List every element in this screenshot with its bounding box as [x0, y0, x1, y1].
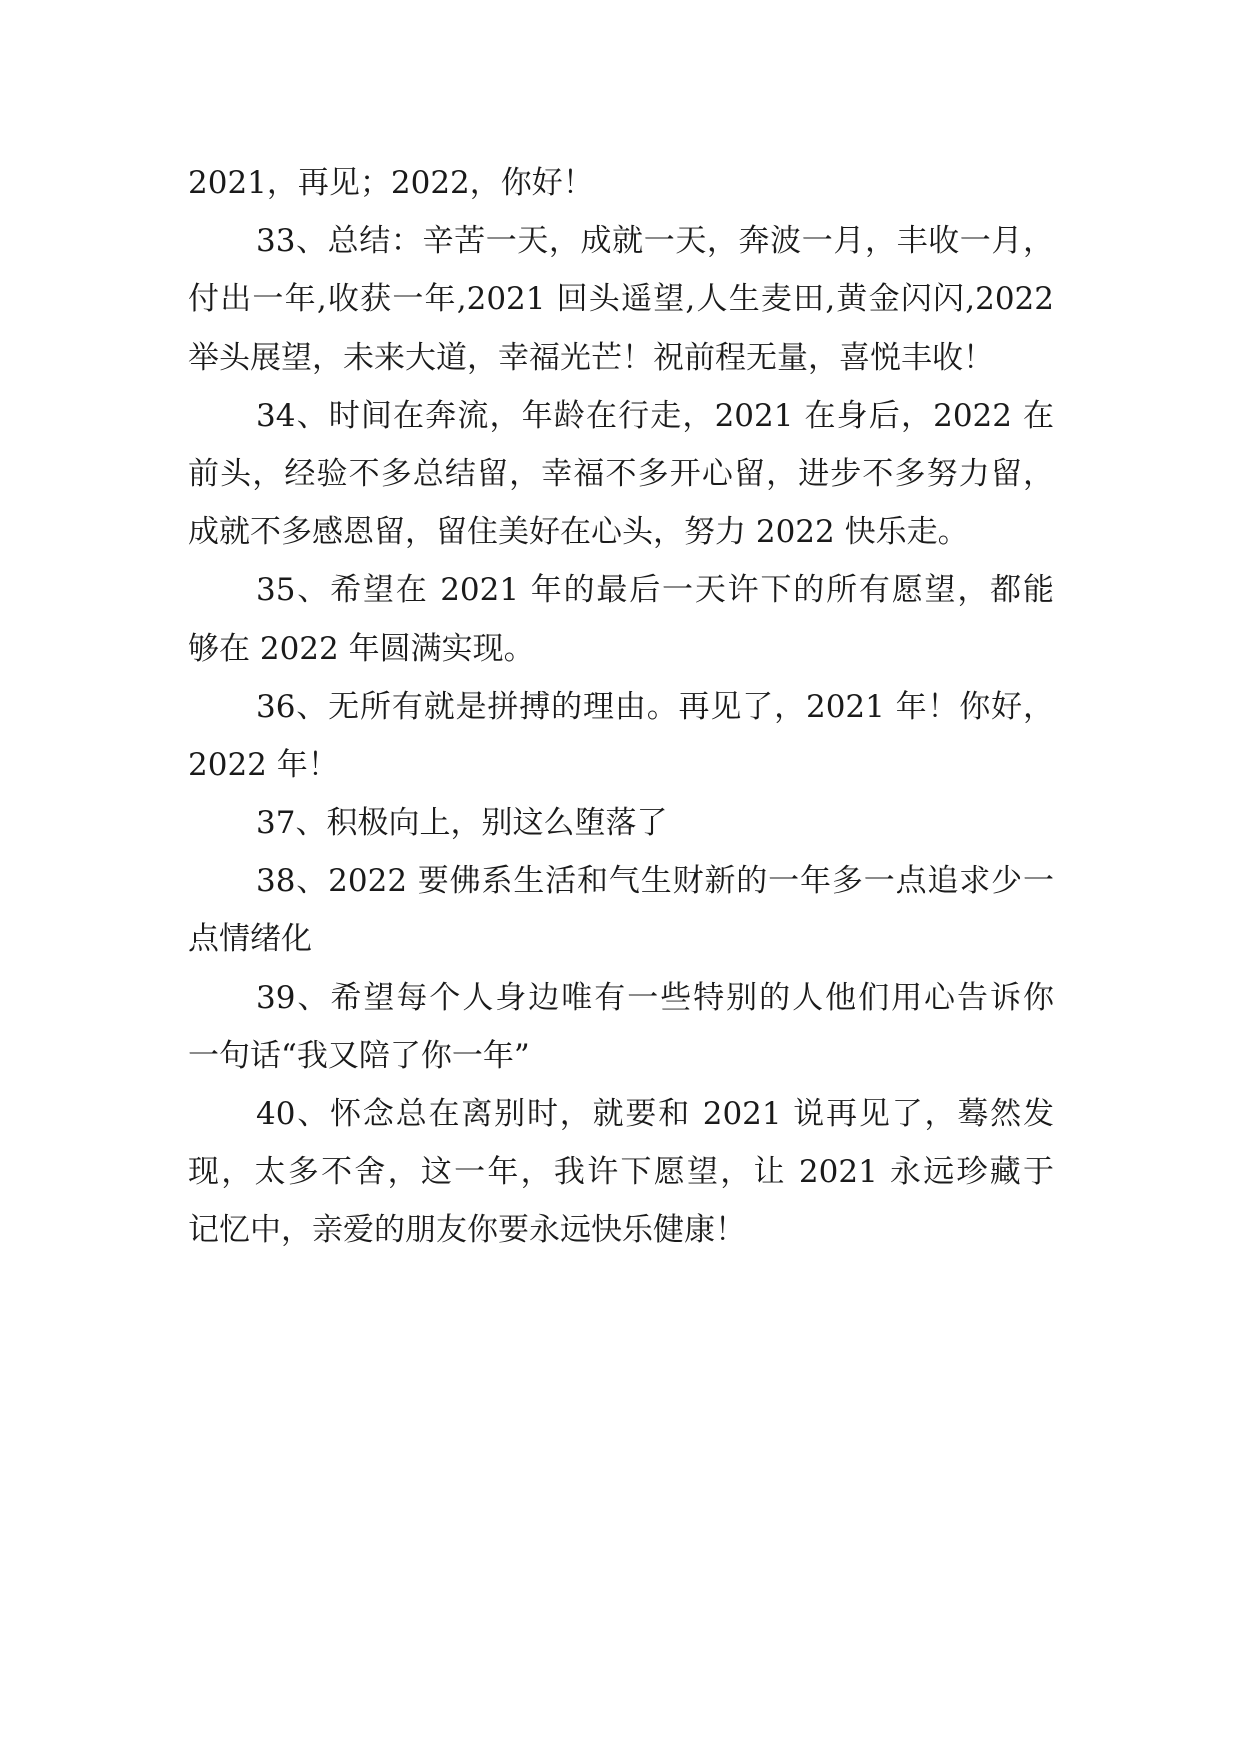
text-line: 举头展望，未来大道，幸福光芒！祝前程无量，喜悦丰收！ — [188, 339, 994, 376]
text-line: 付出一年,收获一年,2021 回头遥望,人生麦田,黄金闪闪,2022 — [188, 281, 1054, 318]
paragraph-34-line: 34、时间在奔流，年龄在行走，2021 在身后，2022 在 — [256, 397, 1055, 434]
paragraph-33-line: 33、总结：辛苦一天，成就一天，奔波一月，丰收一月， — [256, 223, 1054, 260]
text-line: 前头，经验不多总结留，幸福不多开心留，进步不多努力留， — [188, 455, 1054, 492]
text-line: 成就不多感恩留，留住美好在心头，努力 2022 快乐走。 — [188, 514, 969, 551]
paragraph-36-line: 36、无所有就是拼搏的理由。再见了，2021 年！你好， — [256, 688, 1054, 725]
paragraph-38-line: 38、2022 要佛系生活和气生财新的一年多一点追求少一 — [256, 863, 1054, 900]
paragraph-40-line: 40、怀念总在离别时，就要和 2021 说再见了，蓦然发 — [256, 1096, 1054, 1132]
text-line: 点情绪化 — [188, 921, 312, 958]
document-body — [188, 154, 1054, 1260]
text-line: 现，太多不舍，这一年，我许下愿望，让 2021 永远珍藏于 — [188, 1154, 1054, 1191]
text-line: 2022 年！ — [188, 746, 339, 783]
paragraph-39-line: 39、希望每个人身边唯有一些特别的人他们用心告诉你 — [256, 979, 1054, 1016]
paragraph-37-line: 37、积极向上，别这么堕落了 — [256, 805, 668, 842]
text-line: 一句话“我又陪了你一年” — [188, 1037, 530, 1074]
paragraph-35-line: 35、希望在 2021 年的最后一天许下的所有愿望，都能 — [256, 572, 1054, 609]
text-line: 2021，再见；2022，你好！ — [188, 165, 594, 201]
text-line: 够在 2022 年圆满实现。 — [188, 630, 535, 667]
text-line: 记忆中，亲爱的朋友你要永远快乐健康！ — [188, 1212, 746, 1249]
